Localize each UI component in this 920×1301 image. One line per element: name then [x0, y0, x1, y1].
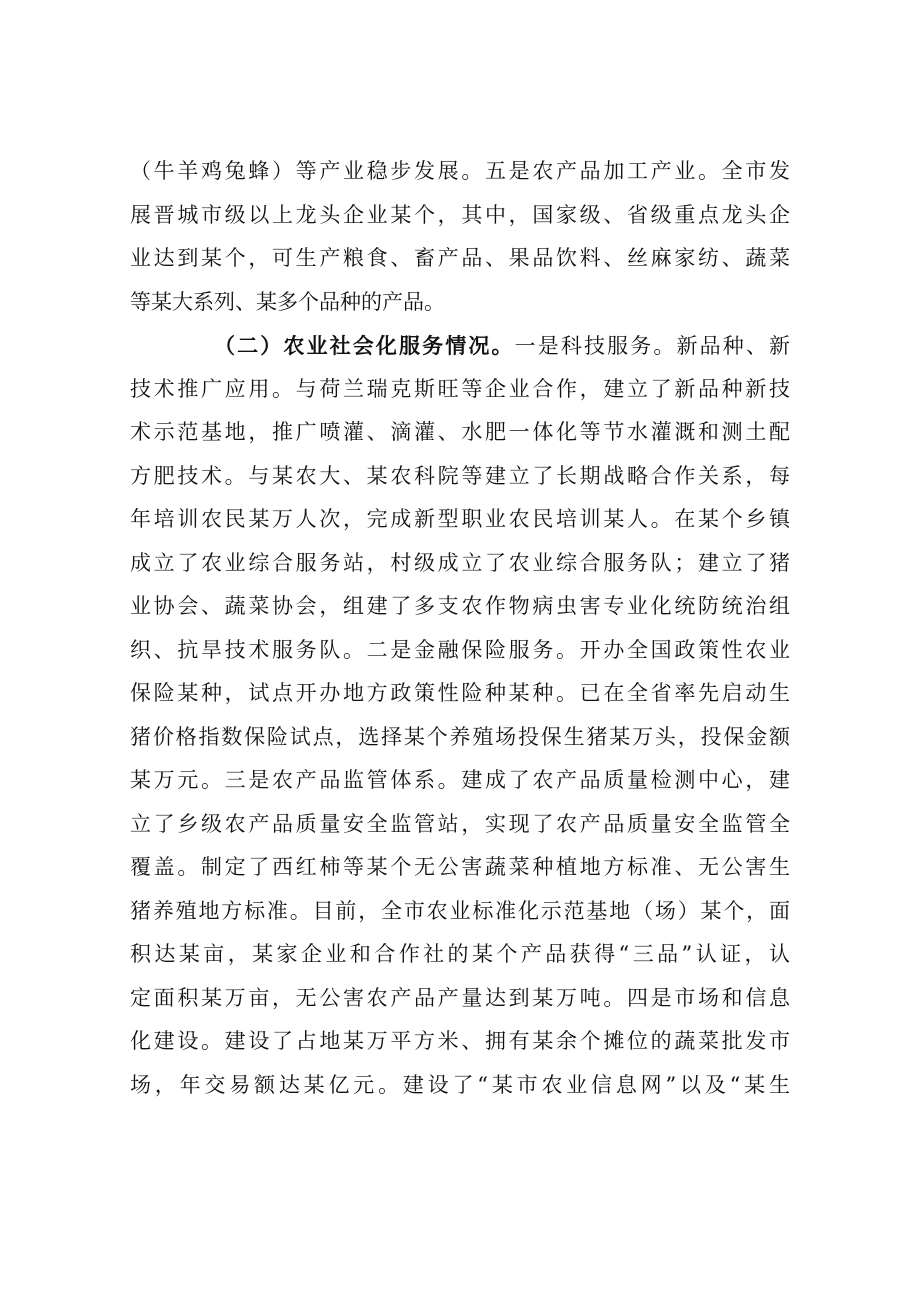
text-line: 织、抗旱技术服务队。二是金融保险服务。开办全国政策性农业 [130, 637, 790, 662]
text-run: 一是科技服务。新品种、新 [514, 334, 790, 358]
paragraph-agricultural-services [130, 324, 790, 1107]
text-line: 保险某种，试点开办地方政策性险种某种。已在全省率先启动生 [130, 681, 790, 705]
text-line: 积达某亩，某家企业和合作社的某个产品获得“三品”认证，认 [130, 942, 790, 966]
text-line: 技术推广应用。与荷兰瑞克斯旺等企业合作，建立了新品种新技 [130, 376, 790, 401]
paragraph-product-processing [130, 150, 790, 324]
text-line: 猪价格指数保险试点，选择某个养殖场投保生猪某万头，投保金额 [130, 724, 790, 749]
text-line [130, 324, 790, 368]
text-line: 年培训农民某万人次，完成新型职业农民培训某人。在某个乡镇 [130, 507, 790, 531]
text-line: 某万元。三是农产品监管体系。建成了农产品质量检测中心，建 [130, 768, 790, 792]
text-line: 术示范基地，推广喷灌、滴灌、水肥一体化等节水灌溉和测土配 [130, 420, 790, 444]
text-line: 方肥技术。与某农大、某农科院等建立了长期战略合作关系，每 [130, 463, 790, 488]
text-line: 展晋城市级以上龙头企业某个，其中，国家级、省级重点龙头企 [130, 202, 790, 227]
text-line: 定面积某万亩，无公害农产品产量达到某万吨。四是市场和信息 [130, 985, 790, 1010]
text-line: （牛羊鸡兔蜂）等产业稳步发展。五是农产品加工产业。全市发 [130, 159, 790, 183]
text-line: 覆盖。制定了西红柿等某个无公害蔬菜种植地方标准、无公害生 [130, 855, 790, 879]
text-line: 场，年交易额达某亿元。建设了“某市农业信息网”以及“某生 [130, 1072, 790, 1097]
document-body [130, 150, 790, 1107]
text-line: 业达到某个，可生产粮食、畜产品、果品饮料、丝麻家纺、蔬菜 [130, 246, 790, 270]
section-heading: （二）农业社会化服务情况。 [214, 333, 515, 358]
text-line: 猪养殖地方标准。目前，全市农业标准化示范基地（场）某个，面 [130, 898, 790, 923]
text-line: 成立了农业综合服务站，村级成立了农业综合服务队；建立了猪 [130, 550, 790, 575]
text-line: 化建设。建设了占地某万平方米、拥有某余个摊位的蔬菜批发市 [130, 1029, 790, 1053]
text-line: 业协会、蔬菜协会，组建了多支农作物病虫害专业化统防统治组 [130, 594, 790, 618]
text-line: 立了乡级农产品质量安全监管站，实现了农产品质量安全监管全 [130, 811, 790, 836]
text-line: 等某大系列、某多个品种的产品。 [130, 289, 445, 314]
